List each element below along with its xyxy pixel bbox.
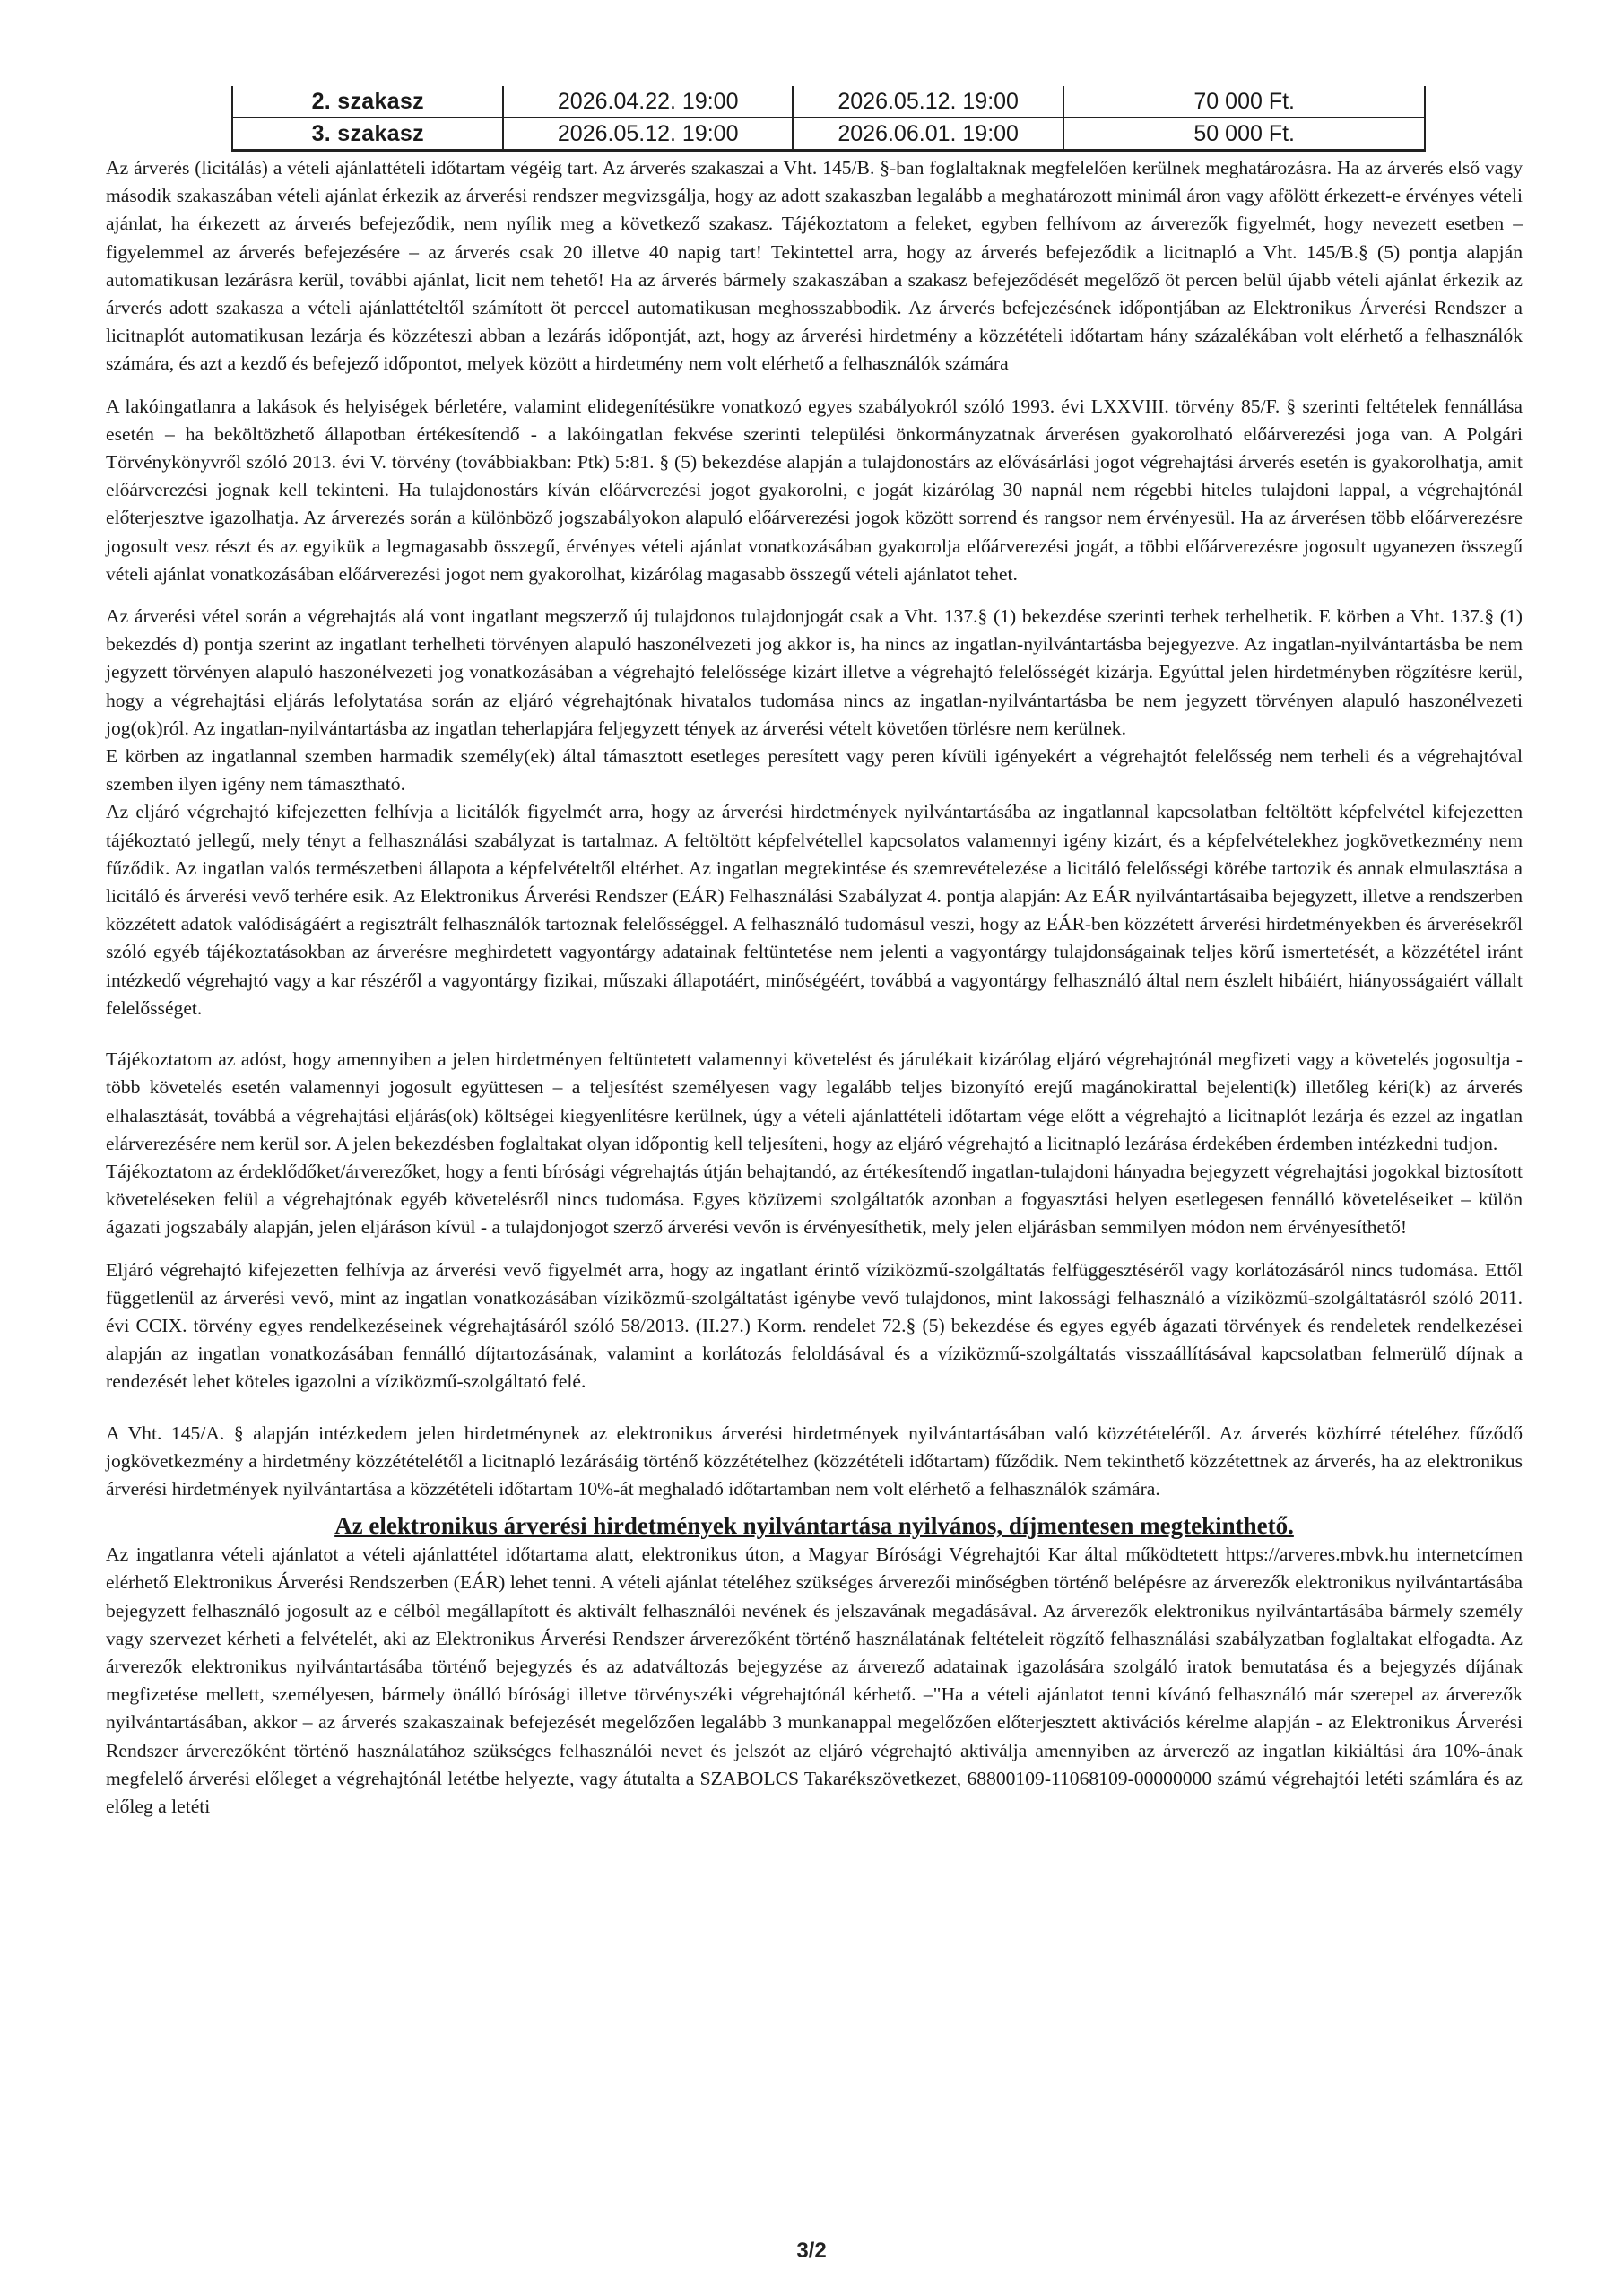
stage-end: 2026.06.01. 19:00 (793, 117, 1063, 151)
paragraph-image-disclaimer: Az eljáró végrehajtó kifejezetten felhívja a licitálók figyelmét arra, hogy az árverési hirdetmények nyilvántartásába az ingatlannal kapcsolatban feltöltött képfelvétel kifejezetten tájékoztató jellegű, mely tényt a felhasználási szabályzat is tartalmaz. A feltöltött képfelvétellel kapcsolatos valamennyi igény kizárt, és a képfelvételekhez jogkövetkezmény nem fűződik. Az ingatlan valós természetbeni állapota a képfelvételtől eltérhet. Az ingatlan megtekintése és szemrevételezése a licitáló felelősségi körébe tartozik és annak elmulasztása a licitáló és árverési vevő terhére esik. Az Elektronikus Árverési Rendszer (EÁR) Felhasználási Szabályzat 4. pontja alapján: Az EÁR nyilvántartásaiba bejegyzett, illetve a rendszerben közzétett adatok valódiságáért a regisztrált felhasználók tartoznak felelősséggel. A felhasználó tudomásul veszi, hogy az EÁR-ben közzétett árverési hirdetményekben és árverésekről szóló egyéb tájékoztatásokban az árverésre meghirdetett vagyontárgy adatainak feltüntetése nem jelenti a vagyontárgy tulajdonságainak teljes körű ismertetését, a közzététel iránt intézkedő végrehajtó vagy a kar részéről a vagyontárgy fizikai, műszaki állapotáért, minőségéért, továbbá a vagyontárgy felhasználó által nem észlelt hibáiért, hiányosságaiért vállalt felelősséget. (106, 801, 1523, 1019)
paragraph-encumbrances: Az árverési vétel során a végrehajtás alá vont ingatlant megszerző új tulajdonos tulajdonjogát csak a Vht. 137.§ (1) bekezdése szerinti terhek terhelhetik. E körben a Vht. 137.§ (1) bekezdés d) pontja szerint az ingatlant terhelheti törvényen alapuló haszonélvezeti jog akkor is, ha nincs az ingatlan-nyilvántartásba bejegyezve. Az ingatlan-nyilvántartásba be nem jegyzett törvényen alapuló haszonélvezeti jog vonatkozásában a végrehajtó felelőssége kizárt illetve a végrehajtó felelősségét kizárja. Egyúttal jelen hirdetményben rögzítésre kerül, hogy a végrehajtási eljárás lefolytatása során az eljáró végrehajtónak hivatalos tudomása nincs az ingatlan-nyilvántartásba be nem jegyzett törvényen alapuló haszonélvezeti jog(ok)ról. Az ingatlan-nyilvántartásba az ingatlan teherlapjára feljegyzett tények az árverési vételt követően törlésre nem kerülnek. (106, 605, 1523, 739)
paragraph-bidding-instructions: Az ingatlanra vételi ajánlatot a vételi ajánlattétel időtartama alatt, elektronikus úton, a Magyar Bírósági Végrehajtói Kar által működtetett https://arveres.mbvk.hu internetcímen elérhető Elektronikus Árverési Rendszerben (EÁR) lehet tenni. A vételi ajánlat tételéhez szükséges árverezői minőségben történő belépésre az árverezők elektronikus nyilvántartásába bejegyzett felhasználó jogosult az e célból megállapított és aktivált felhasználói nevének és jelszavának megadásával. Az árverezők elektronikus nyilvántartásába bármely személy vagy szervezet kérheti a felvételét, aki az Elektronikus Árverési Rendszer árverezőként történő használatának feltételeit rögzítő felhasználási szabályzatban foglaltakat elfogadta. Az árverezők elektronikus nyilvántartásába történő bejegyzés és az adatváltozás bejegyzése az árverező adatainak igazolására szolgáló iratok bemutatása és a bejegyzés díjának megfizetése mellett, személyesen, bármely önálló bírósági illetve törvényszéki végrehajtónál kérhető. –"Ha a vételi ajánlatot tenni kívánó felhasználó már szerepel az árverezők nyilvántartásában, akkor – az árverés szakaszainak befejezését megelőzően legalább 3 munkanappal megelőzően előterjesztett aktivációs kérelme alapján - az Elektronikus Árverési Rendszer árverezőként történő használatához szükséges felhasználói nevet és jelszót az eljáró végrehajtó aktiválja amennyiben az árverező az ingatlan kikiáltási ára 10%-ának megfelelő árverési előleget a végrehajtónál letétbe helyezte, vagy átutalta a SZABOLCS Takarékszövetkezet, 68800109-11068109-00000000 számú végrehajtói letéti számlára és az előleg a letéti (106, 1544, 1523, 1817)
stage-end: 2026.05.12. 19:00 (793, 86, 1063, 117)
paragraph-utility-notice: Eljáró végrehajtó kifejezetten felhívja az árverési vevő figyelmét arra, hogy az ingatlant érintő víziközmű-szolgáltatás felfüggesztéséről vagy korlátozásáról nincs tudomása. Ettől függetlenül az árverési vevő, mint az ingatlan vonatkozásában víziközmű-szolgáltatást igénybe vevő tulajdonos, mint lakossági felhasználó a víziközmű-szolgáltatásról szóló 2011. évi CCIX. törvény egyes rendelkezéseinek végrehajtásáról szóló 58/2013. (II.27.) Korm. rendelet 72.§ (5) bekezdése és egyes egyéb ágazati törvények és rendeletek rendelkezései alapján az ingatlan vonatkozásában fennálló díjtartozásának, valamint a korlátozás feloldásával és a víziközmű-szolgáltatás visszaállításával kapcsolatban felmerülő díjnak a rendezését lehet köteles igazolni a víziközmű-szolgáltató felé. (106, 1258, 1523, 1393)
paragraph-publication: A Vht. 145/A. § alapján intézkedem jelen hirdetménynek az elektronikus árverési hirdetmények nyilvántartásában való közzétételéről. Az árverés közhírré tételéhez fűződő jogkövetkezmény a hirdetmény közzétételétől a licitnapló lezárásáig történő közzétételhez (közzétételi időtartam) fűződik. Nem tekinthető közzétettnek az árverés, ha az elektronikus árverési hirdetmények nyilvántartása a közzétételi időtartam 10%-át meghaladó időtartamban nem volt elérhető a felhasználók számára. (106, 1422, 1523, 1500)
auction-stages-table (231, 86, 1426, 152)
document-body (106, 154, 1523, 1821)
paragraph-third-party-claims: E körben az ingatlannal szemben harmadik személy(ek) által támasztott esetleges peresített vagy peren kívüli igényekért a végrehajtót felelősség nem terheli és a végrehajtóval szemben ilyen igény nem támasztható. (106, 745, 1523, 796)
paragraph-creditor-notice: Tájékoztatom az érdeklődőket/árverezőket, hogy a fenti bírósági végrehajtás útján behajtandó, az értékesítendő ingatlan-tulajdoni hányadra bejegyzett végrehajtási jogokkal biztosított követeléseken felül a végrehajtónak egyéb követelésről nincs tudomása. Egyes közüzemi szolgáltatók azonban a fogyasztási helyen esetlegesen fennálló követeléseiket – külön ágazati jogszabály alapján, jelen eljáráson kívül - a tulajdonjogot szerző árverési vevőn is érvényesíthetik, mely jelen eljárásban semmilyen módon nem érvényesíthető! (106, 1160, 1523, 1239)
page-number: 3/2 (796, 2239, 827, 2263)
stage-min-price: 70 000 Ft. (1063, 86, 1425, 117)
stage-start: 2026.05.12. 19:00 (503, 117, 792, 151)
paragraph-debtor-notice: Tájékoztatom az adóst, hogy amennyiben a jelen hirdetményen feltüntetett valamennyi követelést és járulékait kizárólag eljáró végrehajtónál megfizeti vagy a követelés jogosultja - több követelés esetén valamennyi jogosult együttesen – a teljesítést személyesen vagy legalább teljes bizonyító erejű magánokirattal bejelenti(k) illetőleg kéri(k) az árverés elhalasztását, továbbá a végrehajtási eljárás(ok) költségei kiegyenlítésre kerülnek, úgy a vételi ajánlattételi időtartam vége előtt a végrehajtó a licitnaplót lezárja és ezzel az ingatlan elárverezésére nem kerül sor. A jelen bekezdésben foglaltakat olyan időpontig kell teljesíteni, hogy az eljáró végrehajtó a licitnapló lezárása érdekében érdemben intézkedni tudjon. (106, 1048, 1523, 1154)
section-heading: Az elektronikus árverési hirdetmények nyilvántartása nyilvános, díjmentesen megtekinthető. (334, 1512, 1294, 1540)
stage-min-price: 50 000 Ft. (1063, 117, 1425, 151)
table-row (232, 86, 1425, 117)
stage-label: 2. szakasz (232, 86, 503, 117)
stage-label: 3. szakasz (232, 117, 503, 151)
table-row (232, 117, 1425, 151)
paragraph-pre-auction-rights: A lakóingatlanra a lakások és helyiségek bérletére, valamint elidegenítésükre vonatkozó egyes szabályokról szóló 1993. évi LXXVIII. törvény 85/F. § szerinti feltételek fennállása esetén – ha beköltözhető állapotban értékesítendő - a lakóingatlan fekvése szerinti települési önkormányzatnak árverésen gyakorolható előárverezési joga van. A Polgári Törvénykönyvről szóló 2013. évi V. törvény (továbbiakban: Ptk) 5:81. § (5) bekezdése alapján a tulajdonostárs az elővásárlási jogot végrehajtási árverés esetén is gyakorolhatja, amit előárverezési jognak kell tekinteni. Ha tulajdonostárs kíván előárverezési jogot gyakorolni, e jogát kizárólag 30 napnál nem régebbi hiteles tulajdoni lappal, a végrehajtónál előterjesztve igazolhatja. Az árverezés során a különböző jogszabályokon alapuló előárverezési jogok között sorrend és rangsor nem érvényesül. Ha az árverésen több előárverezésre jogosult vesz részt és az egyikük a legmagasabb összegű, érvényes vételi ajánlat vonatkozásában gyakorolja előárverezési jogát, a többi előárverezésre jogosult ugyanezen összegű vételi ajánlat vonatkozásában előárverezési jogot nem gyakorolhat, kizárólag magasabb összegű vételi ajánlatot tehet. (106, 395, 1523, 585)
paragraph-auction-duration: Az árverés (licitálás) a vételi ajánlattételi időtartam végéig tart. Az árverés szakaszai a Vht. 145/B. §-ban foglaltaknak megfelelően kerülnek meghatározásra. Ha az árverés első vagy második szakaszában vételi ajánlat érkezik az árverési rendszer megvizsgálja, hogy az adott szakaszban legalább a meghatározott minimál áron vagy afölött érkezett-e érvényes vételi ajánlat, ha érkezett az árverés befejeződik, nem nyílik meg a következő szakasz. Tájékoztatom a feleket, egyben felhívom az árverezők figyelmét, hogy nevezett esetben – figyelemmel az árverés befejezésére – az árverés csak 20 illetve 40 napig tart! Tekintettel arra, hogy az árverés befejeződik a licitnapló a Vht. 145/B.§ (5) pontja alapján automatikusan lezárásra kerül, további ajánlat, licit nem tehető! Ha az árverés bármely szakaszában a szakasz befejeződését megelőző öt percen belül újabb vételi ajánlat érkezik az árverés adott szakasza a vételi ajánlattételtől számított öt perccel automatikusan meghosszabbodik. Az árverés befejezésének időpontjában az Elektronikus Árverési Rendszer a licitnaplót automatikusan lezárja és közzéteszi abban a lezárás időpontját, azt, hogy az árverési hirdetmény a közzétételi időtartam hány százalékában volt elérhető a felhasználók számára, és azt a kezdő és befejező időpontot, melyek között a hirdetmény nem volt elérhető a felhasználók számára (106, 157, 1523, 375)
stage-start: 2026.04.22. 19:00 (503, 86, 792, 117)
